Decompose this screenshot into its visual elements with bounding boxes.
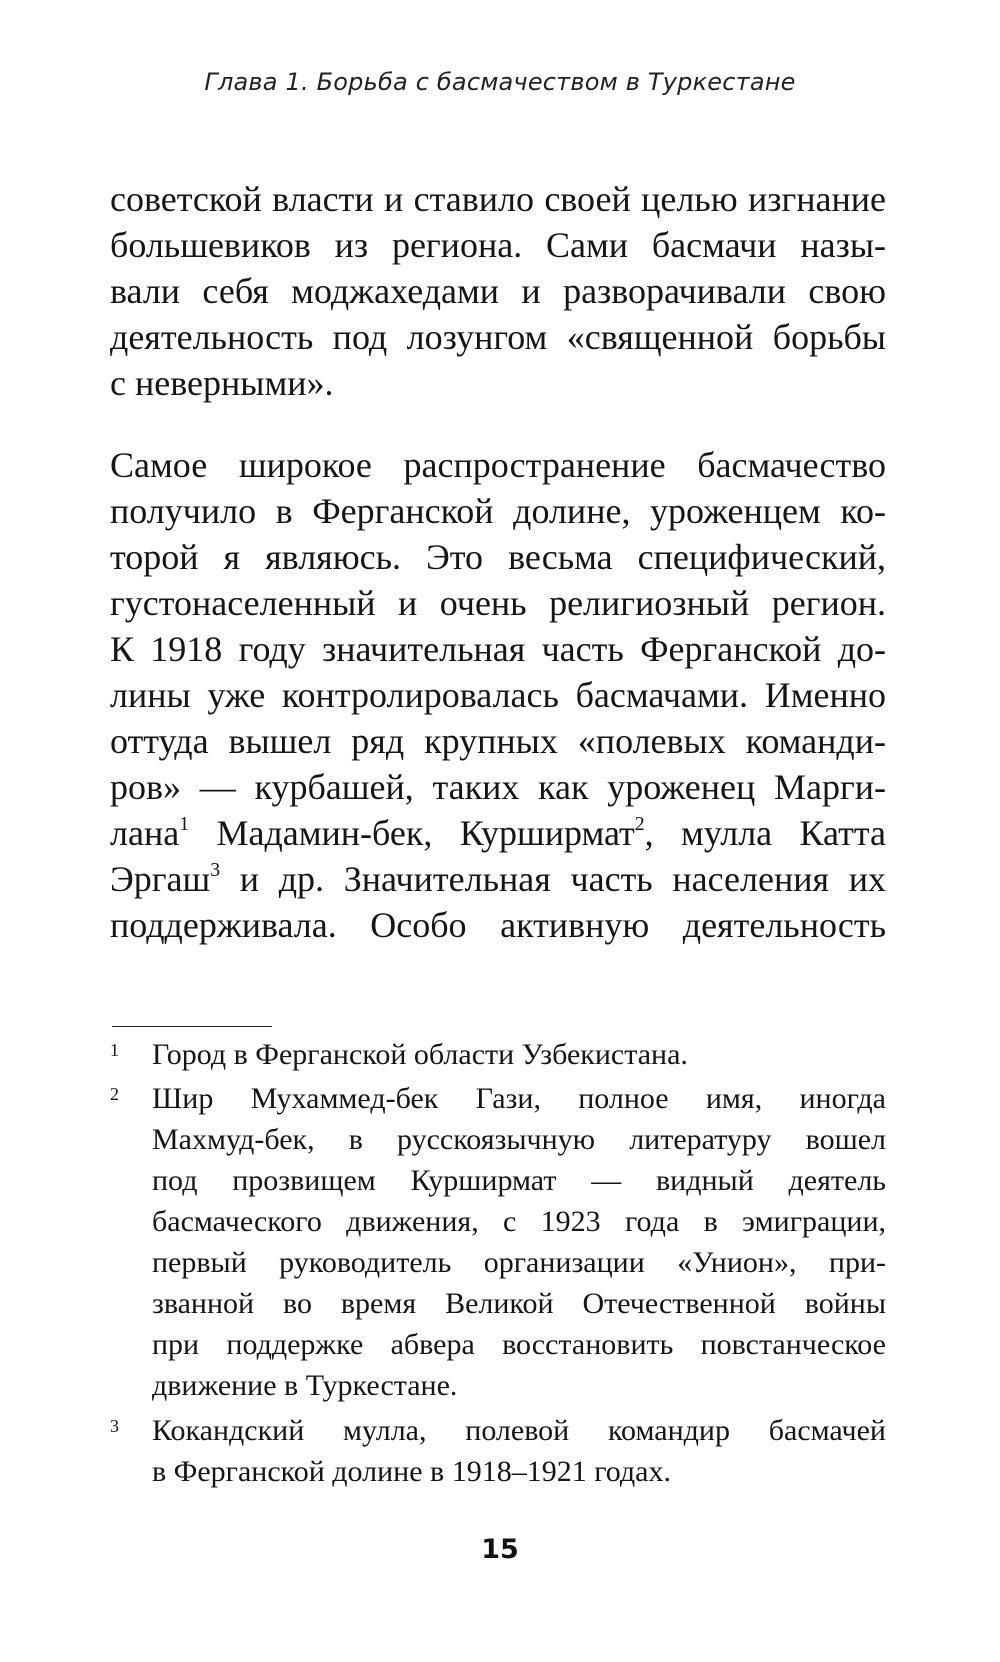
- text-line: деятельность под лозунгом «священной борьбы: [110, 317, 886, 357]
- footnote-line: Махмуд-бек, в русскоязычную литературу вошел: [152, 1123, 886, 1156]
- text-line: большевиков из региона. Сами басмачи назы-: [110, 225, 886, 265]
- text-line: советской власти и ставило своей целью изгнание: [110, 179, 886, 219]
- footnote-line: Город в Ферганской области Узбекистана.: [152, 1038, 688, 1071]
- text-line-with-footnote-ref: [110, 856, 886, 902]
- footnote-line: званной во время Великой Отечественной войны: [152, 1287, 886, 1320]
- text-fragment: Эргаш: [110, 859, 211, 899]
- text-fragment: и др. Значительная часть населения их: [220, 859, 886, 899]
- footnote-line: движение в Туркестане.: [152, 1369, 458, 1402]
- footnote-text: [152, 1410, 886, 1492]
- footnote-ref-3[interactable]: 3: [210, 859, 221, 882]
- text-line: вали себя моджахедами и разворачивали свою: [110, 271, 886, 311]
- text-line: оттуда вышел ряд крупных «полевых команди-: [110, 721, 886, 761]
- running-header: Глава 1. Борьба с басмачеством в Туркестане: [204, 68, 796, 96]
- footnote-text: [152, 1034, 886, 1075]
- text-line: торой я являюсь. Это весьма специфический,: [110, 537, 886, 577]
- footnote-line: в Ферганской долине в 1918–1921 годах.: [152, 1455, 671, 1488]
- paragraph-2: [110, 442, 886, 948]
- text-line: лины уже контролировалась басмачами. Именно: [110, 675, 886, 715]
- text-line: с неверными».: [110, 363, 334, 403]
- footnote-line: под прозвищем Курширмат — видный деятель: [152, 1164, 886, 1197]
- footnote-line: Кокандский мулла, полевой командир басмачей: [152, 1414, 886, 1447]
- footnote-ref-2[interactable]: 2: [634, 813, 645, 836]
- footnote-number: 1: [110, 1040, 119, 1060]
- footnote-number: 2: [110, 1084, 119, 1104]
- text-line: густонаселенный и очень религиозный регион.: [110, 583, 886, 623]
- text-line: поддерживала. Особо активную деятельность: [110, 905, 886, 945]
- footnote-divider: [112, 1026, 272, 1027]
- footnote-line: басмаческого движения, с 1923 года в эмиграции,: [152, 1205, 886, 1238]
- text-line: Самое широкое распространение басмачество: [110, 445, 886, 485]
- text-line: ров» — курбашей, таких как уроженец Марги-: [110, 767, 886, 807]
- footnote-line: Шир Мухаммед-бек Гази, полное имя, иногда: [152, 1082, 886, 1115]
- paragraph-1: [110, 176, 886, 406]
- footnote-number: 3: [110, 1416, 119, 1436]
- footnote-line: при поддержке абвера восстановить повстанческое: [152, 1328, 886, 1361]
- text-fragment: лана: [110, 813, 180, 853]
- footnote-line: первый руководитель организации «Унион», при-: [152, 1246, 886, 1279]
- text-fragment: Мадамин-бек, Курширмат: [189, 813, 635, 853]
- page-number: 15: [481, 1534, 519, 1565]
- footnote-text: [152, 1078, 886, 1406]
- footnote-ref-1[interactable]: 1: [179, 813, 190, 836]
- text-fragment: , мулла Катта: [644, 813, 886, 853]
- text-line: получило в Ферганской долине, уроженцем ко-: [110, 491, 886, 531]
- text-line-with-footnote-refs: [110, 810, 886, 856]
- text-line: К 1918 году значительная часть Ферганской до-: [110, 629, 886, 669]
